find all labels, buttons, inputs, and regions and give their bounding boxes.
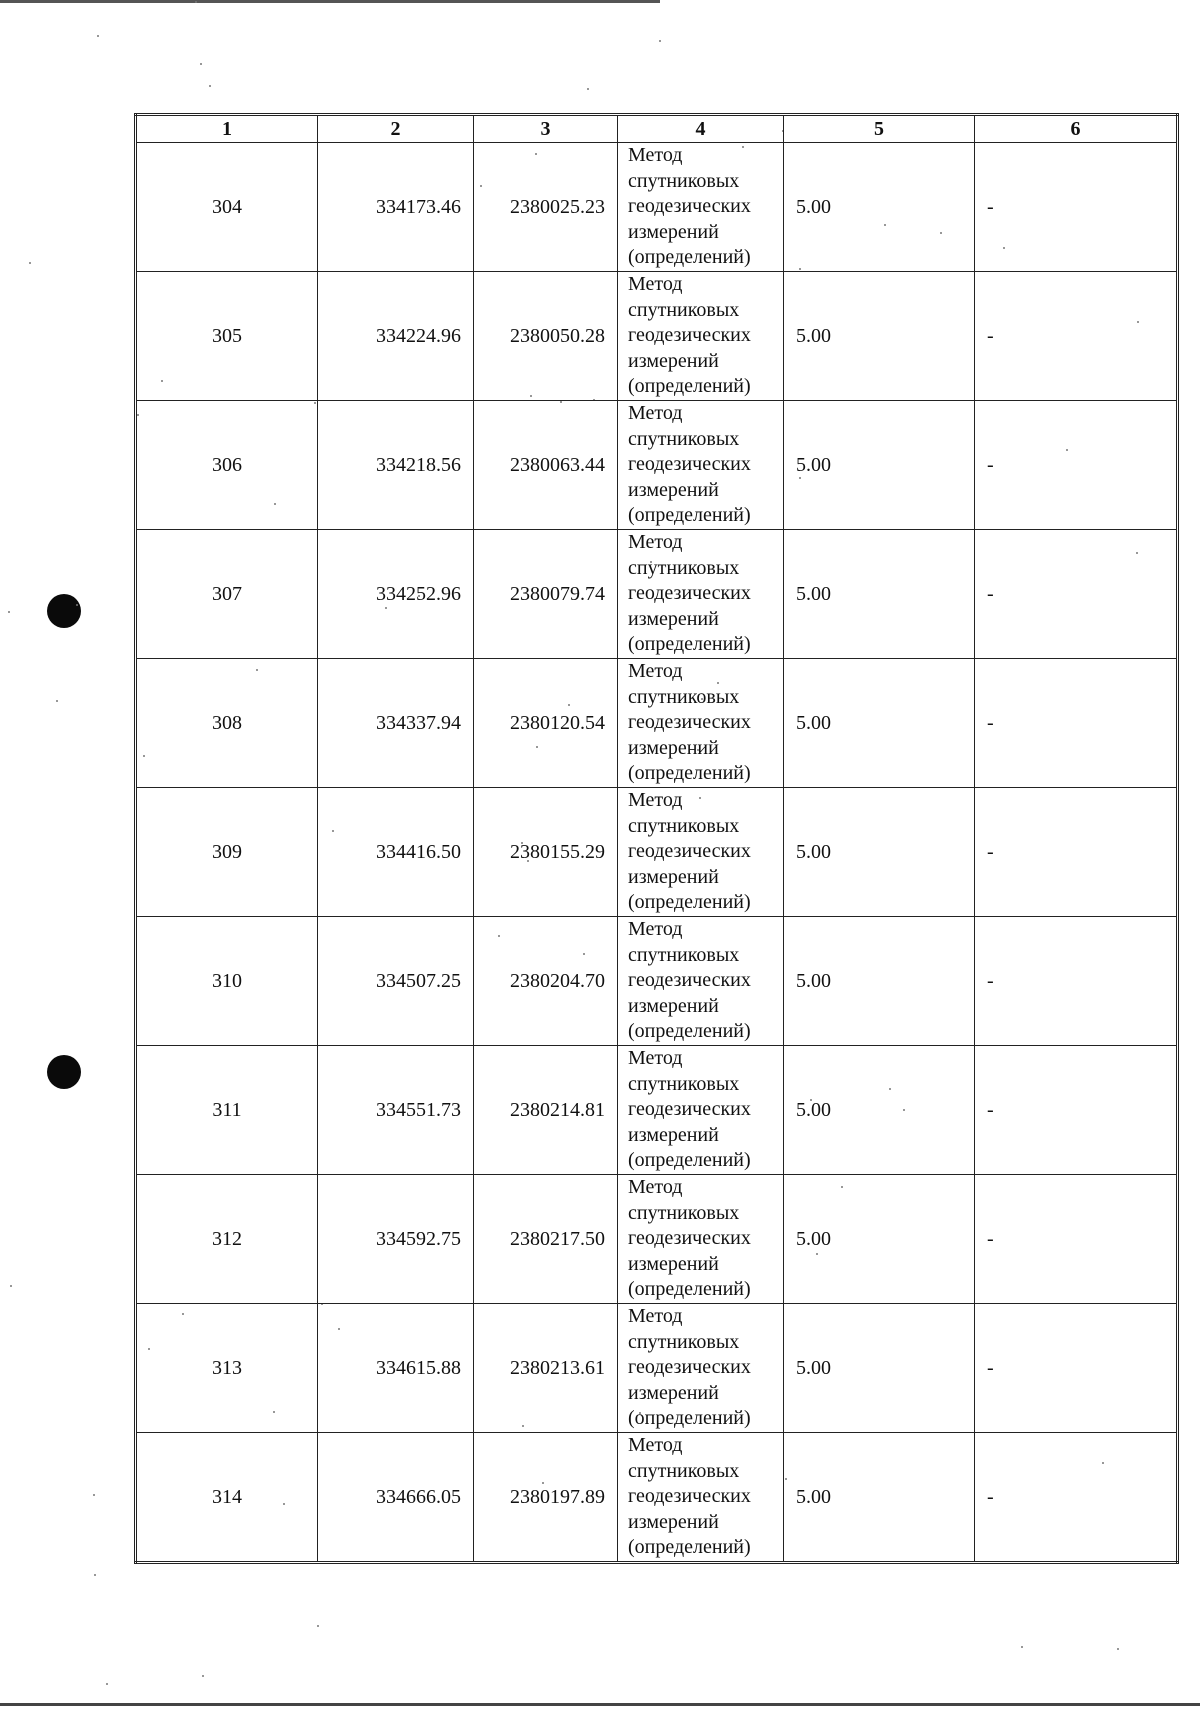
scan-speck <box>93 1494 95 1496</box>
header-col-2: 2 <box>318 115 474 143</box>
method-line: Метод <box>628 789 683 812</box>
method-line: геодезических <box>628 324 751 347</box>
point-number: 313 <box>136 1304 318 1433</box>
table-body <box>136 143 1178 1563</box>
method-line: (определений) <box>628 375 751 398</box>
table-row <box>136 272 1178 401</box>
method-line: (определений) <box>628 246 751 269</box>
header-col-6: 6 <box>975 115 1178 143</box>
determination-method <box>618 917 784 1046</box>
accuracy-value: 5.00 <box>784 143 975 272</box>
accuracy-value: 5.00 <box>784 1046 975 1175</box>
method-line: спутниковых <box>628 169 740 192</box>
scan-speck <box>587 88 589 90</box>
method-line: измерений <box>628 349 719 372</box>
note-value: - <box>975 659 1178 788</box>
table-row <box>136 401 1178 530</box>
table-row <box>136 659 1178 788</box>
scan-speck <box>1117 1648 1119 1650</box>
table-row <box>136 143 1178 272</box>
coordinate-y: 2380063.44 <box>474 401 618 530</box>
table-header-row <box>136 115 1178 143</box>
punch-hole-lower <box>47 1055 81 1089</box>
scan-speck <box>97 35 99 37</box>
table-row <box>136 788 1178 917</box>
point-number: 311 <box>136 1046 318 1175</box>
method-line: (определений) <box>628 762 751 785</box>
determination-method <box>618 1175 784 1304</box>
scan-speck <box>195 1 197 3</box>
table-row <box>136 1433 1178 1563</box>
header-col-5: 5 <box>784 115 975 143</box>
scan-top-edge <box>0 0 660 3</box>
coordinate-y: 2380214.81 <box>474 1046 618 1175</box>
determination-method <box>618 659 784 788</box>
determination-method <box>618 272 784 401</box>
scan-speck <box>317 1625 319 1627</box>
method-line: геодезических <box>628 1098 751 1121</box>
method-line: измерений <box>628 994 719 1017</box>
method-line: геодезических <box>628 711 751 734</box>
table-row <box>136 1046 1178 1175</box>
point-number: 304 <box>136 143 318 272</box>
scan-speck <box>8 611 10 613</box>
scan-bottom-edge <box>0 1703 1200 1706</box>
point-number: 307 <box>136 530 318 659</box>
table-row <box>136 917 1178 1046</box>
accuracy-value: 5.00 <box>784 917 975 1046</box>
method-line: (определений) <box>628 504 751 527</box>
method-line: геодезических <box>628 453 751 476</box>
method-line: спутниковых <box>628 1201 740 1224</box>
punch-hole-upper <box>47 594 81 628</box>
coordinate-x: 334416.50 <box>318 788 474 917</box>
note-value: - <box>975 401 1178 530</box>
method-line: спутниковых <box>628 685 740 708</box>
header-col-3: 3 <box>474 115 618 143</box>
scan-speck <box>29 262 31 264</box>
scan-speck <box>209 85 211 87</box>
determination-method <box>618 1304 784 1433</box>
determination-method <box>618 530 784 659</box>
coordinate-y: 2380120.54 <box>474 659 618 788</box>
method-line: Метод <box>628 1305 683 1328</box>
point-number: 308 <box>136 659 318 788</box>
coordinate-y: 2380050.28 <box>474 272 618 401</box>
method-line: (определений) <box>628 1020 751 1043</box>
note-value: - <box>975 917 1178 1046</box>
determination-method <box>618 788 784 917</box>
method-line: Метод <box>628 918 683 941</box>
accuracy-value: 5.00 <box>784 272 975 401</box>
method-line: измерений <box>628 736 719 759</box>
method-line: измерений <box>628 1381 719 1404</box>
note-value: - <box>975 788 1178 917</box>
point-number: 309 <box>136 788 318 917</box>
scan-speck <box>94 1574 96 1576</box>
determination-method <box>618 1433 784 1563</box>
method-line: измерений <box>628 865 719 888</box>
note-value: - <box>975 1433 1178 1563</box>
method-line: (определений) <box>628 1149 751 1172</box>
method-line: (определений) <box>628 633 751 656</box>
scan-speck <box>10 1285 12 1287</box>
accuracy-value: 5.00 <box>784 788 975 917</box>
coordinate-x: 334615.88 <box>318 1304 474 1433</box>
table-row <box>136 1175 1178 1304</box>
method-line: геодезических <box>628 969 751 992</box>
point-number: 306 <box>136 401 318 530</box>
note-value: - <box>975 530 1178 659</box>
coordinate-y: 2380217.50 <box>474 1175 618 1304</box>
note-value: - <box>975 1304 1178 1433</box>
method-line: (определений) <box>628 1536 751 1559</box>
note-value: - <box>975 1046 1178 1175</box>
accuracy-value: 5.00 <box>784 1304 975 1433</box>
method-line: Метод <box>628 1434 683 1457</box>
method-line: спутниковых <box>628 427 740 450</box>
method-line: измерений <box>628 220 719 243</box>
scan-speck <box>76 604 78 606</box>
coordinate-y: 2380025.23 <box>474 143 618 272</box>
method-line: спутниковых <box>628 556 740 579</box>
coordinate-x: 334173.46 <box>318 143 474 272</box>
scan-speck <box>106 1683 108 1685</box>
method-line: Метод <box>628 660 683 683</box>
method-line: Метод <box>628 144 683 167</box>
coordinate-y: 2380213.61 <box>474 1304 618 1433</box>
method-line: геодезических <box>628 1227 751 1250</box>
scan-speck <box>202 1675 204 1677</box>
accuracy-value: 5.00 <box>784 401 975 530</box>
point-number: 312 <box>136 1175 318 1304</box>
method-line: Метод <box>628 1047 683 1070</box>
accuracy-value: 5.00 <box>784 1175 975 1304</box>
method-line: геодезических <box>628 195 751 218</box>
accuracy-value: 5.00 <box>784 1433 975 1563</box>
table-row <box>136 530 1178 659</box>
method-line: измерений <box>628 1510 719 1533</box>
note-value: - <box>975 1175 1178 1304</box>
method-line: Метод <box>628 402 683 425</box>
coordinate-x: 334592.75 <box>318 1175 474 1304</box>
scan-speck <box>1021 1646 1023 1648</box>
method-line: (определений) <box>628 1407 751 1430</box>
method-line: спутниковых <box>628 1459 740 1482</box>
determination-method <box>618 1046 784 1175</box>
method-line: Метод <box>628 531 683 554</box>
coordinate-x: 334666.05 <box>318 1433 474 1563</box>
point-number: 314 <box>136 1433 318 1563</box>
scan-speck <box>659 40 661 42</box>
method-line: геодезических <box>628 1485 751 1508</box>
method-line: спутниковых <box>628 298 740 321</box>
point-number: 305 <box>136 272 318 401</box>
method-line: измерений <box>628 1252 719 1275</box>
coordinates-table <box>134 113 1179 1564</box>
note-value: - <box>975 143 1178 272</box>
accuracy-value: 5.00 <box>784 659 975 788</box>
coordinate-x: 334337.94 <box>318 659 474 788</box>
method-line: геодезических <box>628 1356 751 1379</box>
coordinate-y: 2380197.89 <box>474 1433 618 1563</box>
method-line: спутниковых <box>628 1330 740 1353</box>
coordinate-y: 2380079.74 <box>474 530 618 659</box>
method-line: измерений <box>628 478 719 501</box>
note-value: - <box>975 272 1178 401</box>
coordinate-x: 334551.73 <box>318 1046 474 1175</box>
determination-method <box>618 143 784 272</box>
method-line: измерений <box>628 607 719 630</box>
coordinate-x: 334252.96 <box>318 530 474 659</box>
method-line: Метод <box>628 1176 683 1199</box>
table-row <box>136 1304 1178 1433</box>
coordinate-y: 2380204.70 <box>474 917 618 1046</box>
method-line: измерений <box>628 1123 719 1146</box>
method-line: спутниковых <box>628 943 740 966</box>
coordinate-x: 334507.25 <box>318 917 474 1046</box>
point-number: 310 <box>136 917 318 1046</box>
method-line: спутниковых <box>628 1072 740 1095</box>
header-col-1: 1 <box>136 115 318 143</box>
accuracy-value: 5.00 <box>784 530 975 659</box>
scan-speck <box>56 700 58 702</box>
method-line: (определений) <box>628 1278 751 1301</box>
method-line: (определений) <box>628 891 751 914</box>
coordinate-y: 2380155.29 <box>474 788 618 917</box>
coordinate-x: 334218.56 <box>318 401 474 530</box>
method-line: геодезических <box>628 582 751 605</box>
header-col-4: 4 <box>618 115 784 143</box>
method-line: Метод <box>628 273 683 296</box>
coordinate-x: 334224.96 <box>318 272 474 401</box>
scan-speck <box>200 63 202 65</box>
determination-method <box>618 401 784 530</box>
method-line: спутниковых <box>628 814 740 837</box>
method-line: геодезических <box>628 840 751 863</box>
